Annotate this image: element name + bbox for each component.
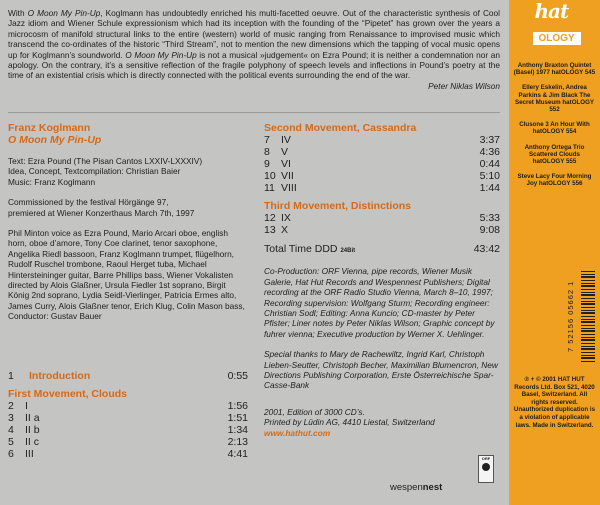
album-title: O Moon My Pin-Up: [8, 134, 102, 146]
track-row: 13 X 9:08: [264, 224, 500, 236]
liner-notes-author: Peter Niklas Wilson: [428, 80, 500, 91]
hatology-logo: hat OLOGY: [529, 8, 581, 54]
track-row: 12 IX 5:33: [264, 212, 500, 224]
website: www.hathut.com: [264, 427, 331, 438]
track-row: 9 VI 0:44: [264, 158, 500, 170]
catalog-entry: Steve Lacy Four Morning Joy hatOLOGY 556: [517, 173, 592, 188]
catalog-entry: Clusone 3 An Hour With hatOLOGY 554: [519, 121, 590, 136]
movement-heading: First Movement, Clouds: [8, 388, 128, 400]
movement-heading: Third Movement, Distinctions: [264, 200, 412, 212]
personnel: Phil Minton voice as Ezra Pound, Mario Arcari oboe, english horn, oboe d’amore, Tony Coe clarinet, tenor saxophone, Angelika Riedl bassoon, Franz Koglmann trumpet, flügelhorn, Rudolf Ruschel trombone, Raoul Herget tuba, Michael Hintersteininger guitar, Barre Phillips bass, Wiener Vokalisten directed by Alois Glaßner, Ursula Fiedler 1st soprano, Birgit König 2nd soprano, Lydia Seidl-Vierlinger, Patricia Ermes alto, James Curry, Alois Glaßner tenor, Erich Klug, Colin Mason bass, Conductor: Gustav Bauer: [8, 228, 245, 322]
credits: Text: Ezra Pound (The Pisan Cantos LXXIV-LXXXIV) Idea, Concept, Textcompilation: Christian Baier Music: Franz Koglmann: [8, 156, 203, 187]
track-row: 3 II a 1:51: [8, 412, 248, 424]
orf-logo: ORF: [478, 455, 494, 483]
track-row: 8 V 4:36: [264, 146, 500, 158]
printer-info: Printed by Lüdin AG, 4410 Liestal, Switzerland: [264, 417, 435, 428]
left-column: [8, 122, 248, 460]
catalog-entry: Ellery Eskelin, Andrea Parkins & Jim Black The Secret Museum hatOLOGY 552: [514, 84, 595, 114]
orf-mark-icon: [482, 463, 490, 471]
track-row: 10 VII 5:10: [264, 170, 500, 182]
copyright-notice: ℗ + © 2001 HAT HUT Records Ltd. Box 521, 4020 Basel, Switzerland. All rights reserved. Unauthorized duplication is a violation of applicable laws. Made in Switzerland.: [513, 376, 596, 429]
edition-info: 2001, Edition of 3000 CD’s.: [264, 406, 365, 417]
barcode-icon: [581, 270, 595, 362]
album-title-inline-2: O Moon My Pin-Up: [125, 49, 197, 60]
track-row: 4 II b 1:34: [8, 424, 248, 436]
barcode-number: 7 52156 05662 1: [566, 280, 575, 352]
special-thanks: Special thanks to Mary de Rachewiltz, Ingrid Karl, Christoph Lieben-Seutter, Christoph Becher, Maximilian Blumencron, New Directions Publishing Corporation, Erste Österreichische Spar-Casse-Bank: [264, 349, 498, 391]
catalog-entry: Anthony Ortega Trio Scattered Clouds hatOLOGY 555: [524, 143, 585, 166]
album-title-inline: O Moon My Pin-Up: [27, 8, 101, 18]
commission-note: Commissioned by the festival Hörgänge 97, premiered at Wiener Konzerthaus March 7th, 1997: [8, 197, 195, 218]
catalog-entry: Anthony Braxton Quintet (Basel) 1977 hatOLOGY 545: [513, 62, 596, 77]
production-credits: Co-Production: ORF Vienna, pipe records, Wiener Musik Galerie, Hat Hut Records and Wespennest Publishers; Digital recording at the ORF Radio Studio Vienna, March 8–10, 1997; Recording supervision: Wolfgang Sturm; Recording engineer: Christian Sodl; Editing: Anna Kuncio; CD-master by Peter Pfister; Liner notes by Peter Niklas Wilson; Graphic concept by fuhrer vienna; Executive production by Werner X. Uehlinger.: [264, 266, 495, 339]
liner-notes: With O Moon My Pin-Up, Koglmann has undoubtedly enriched his multi-facetted oeuvre. Out of the characteristic synthesis of Cool Jazz idiom and Wiener Schule expressionism which had its inception with the founding of the “Pipetet” has grown over the years a microcosm of manifold structural links to the entire (western) world of music ranging from Renaissance to improvised music which transcend the co-ordinates of the historic “Third Stream”, not to mention the new dimensions which the tapping of vocal music opens up for Koglmann’s soundworld. O Moon My Pin-Up is not a musical »judgement« on Ezra Pound; it is neither a condemnation nor an apology. On the contrary, it’s a sensitive reflection of the fragile polyphony of speech levels and inflections in Pound’s poetry at the time of an existential crisis which is directly connected with the political events surrounding the end of the war. Peter Niklas Wilson: [8, 8, 501, 91]
track-row: 1 Introduction 0:55: [8, 370, 248, 382]
track-row: 6 III 4:41: [8, 448, 248, 460]
wespennest-logo: wespennest: [390, 482, 443, 493]
track-row: 7 IV 3:37: [264, 134, 500, 146]
track-row: 5 II c 2:13: [8, 436, 248, 448]
tracklist-part1: [8, 370, 248, 460]
sidebar: [509, 0, 600, 505]
bit-badge: 24Bit: [340, 248, 356, 254]
track-row: 2 I 1:56: [8, 400, 248, 412]
total-time: Total Time DDD 24Bit 43:42: [264, 243, 500, 255]
track-row: 11 VIII 1:44: [264, 182, 500, 194]
divider: [8, 112, 500, 113]
right-column: [264, 122, 500, 438]
movement-heading: Second Movement, Cassandra: [264, 122, 417, 134]
artist-name: Franz Koglmann: [8, 122, 91, 134]
